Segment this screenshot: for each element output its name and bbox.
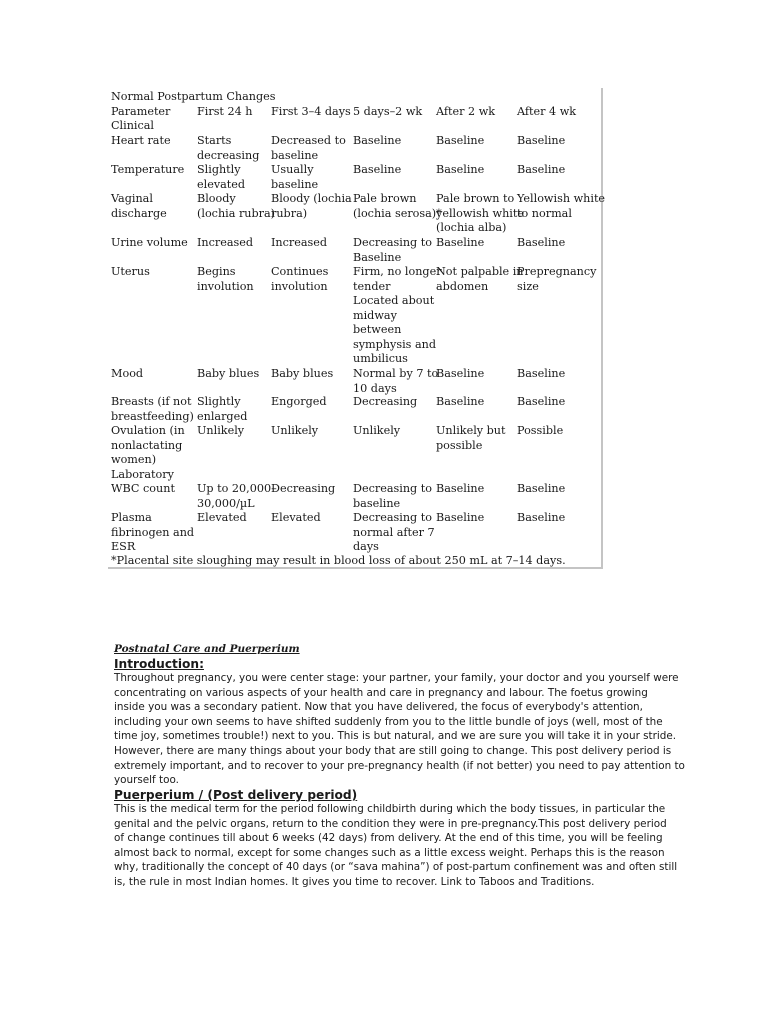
table-cell-plasma-fibrinogen: Plasma [111,511,152,524]
table-cell-temperature: Temperature [111,163,185,176]
paragraph-line: time joy, sometimes trouble!) next to you. This is but natural, and we are sure you will take it in your stride. [114,730,677,743]
table-cell-uterus: Not palpable in [436,265,524,278]
section-title: Postnatal Care and Puerperium [114,643,300,655]
table-cell-plasma-fibrinogen: Baseline [436,511,485,524]
table-cell-wbc-count: Decreasing to [353,482,432,495]
table-cell-ovulation: Ovulation (in [111,424,185,437]
table-cell-vaginal-discharge: yellowish white [436,206,524,220]
table-cell-urine-volume: Increased [271,236,328,249]
intro-heading: Introduction: [114,657,204,671]
table-cell-uterus: between [353,323,402,336]
table-cell-vaginal-discharge: to normal [517,206,572,220]
table-cell-breasts: Slightly [197,395,241,408]
table-cell-wbc-count: baseline [353,496,401,510]
table-cell-wbc-count: Baseline [517,482,566,495]
table-cell-uterus: involution [197,279,254,293]
table-cell-heart-rate: Decreased to [271,134,346,147]
laboratory-section-label: Laboratory [111,468,174,481]
table-cell-plasma-fibrinogen: Baseline [517,511,566,524]
table-cell-plasma-fibrinogen: Elevated [271,511,321,524]
table-cell-mood: Normal by 7 to [353,367,439,380]
table-cell-uterus: Firm, no longer [353,265,442,278]
table-cell-vaginal-discharge: Vaginal [111,192,153,205]
table-cell-uterus: Located about [353,294,435,307]
paragraph-line: concentrating on various aspects of your health and care in pregnancy and labour. The foetus growing [114,686,648,699]
table-cell-urine-volume: Baseline [517,236,566,249]
puerperium-heading: Puerperium / (Post delivery period) [114,788,358,802]
header-cell: 5 days–2 wk [353,105,423,118]
paragraph-line: genital and the pelvic organs, return to the condition they were in pre-pregnancy.This post delivery period [114,817,667,830]
table-cell-urine-volume: Decreasing to [353,236,432,249]
table-cell-ovulation: Unlikely [353,424,401,437]
table-cell-uterus: symphysis and [353,337,437,351]
table-cell-mood: Baseline [517,367,566,380]
table-cell-mood: Mood [111,367,144,380]
table-cell-uterus: umbilicus [353,352,408,365]
table-cell-vaginal-discharge: Bloody (lochia [271,192,352,205]
header-cell: After 4 wk [517,105,577,118]
postpartum-changes-table [108,88,606,569]
table-cell-uterus: abdomen [436,279,489,293]
table-cell-heart-rate: Heart rate [111,134,171,147]
paragraph-line: of change continues till about 6 weeks (42 days) from delivery. At the end of this time, you will be feeling [114,832,663,845]
table-cell-breasts: Breasts (if not [111,395,192,408]
table-cell-heart-rate: decreasing [197,148,260,162]
table-cell-vaginal-discharge: Yellowish white [517,192,606,205]
intro-paragraph [114,671,685,788]
table-cell-vaginal-discharge: Bloody [197,192,236,205]
table-cell-mood: 10 days [353,381,397,395]
table-cell-uterus: tender [353,279,391,293]
paragraph-line: including your own seems to have shifted suddenly from you to the little bundle of joys (well, most of the [114,715,663,728]
table-cell-mood: Baby blues [197,367,260,380]
table-cell-plasma-fibrinogen: days [353,540,379,553]
table-cell-wbc-count: WBC count [111,482,175,495]
header-cell: Parameter [111,105,171,118]
table-cell-breasts: breastfeeding) [111,409,194,423]
clinical-section-label: Clinical [111,119,155,132]
header-cell: First 3–4 days [271,105,351,118]
table-cell-plasma-fibrinogen: fibrinogen and [111,525,195,539]
paragraph-line: inside you was a secondary patient. Now that you have delivered, the focus of everybody's attention, [114,701,643,714]
table-cell-wbc-count: Up to 20,000– [197,482,277,495]
table-cell-heart-rate: baseline [271,148,319,162]
table-cell-breasts: Baseline [517,395,566,408]
table-cell-ovulation: Possible [517,424,564,437]
puerperium-paragraph [114,802,678,890]
table-cell-mood: Baseline [436,367,485,380]
paragraph-line: yourself too. [114,774,179,787]
table-cell-ovulation: Unlikely [197,424,245,437]
table-cell-urine-volume: Increased [197,236,254,249]
table-cell-temperature: Slightly [197,163,241,176]
table-cell-temperature: baseline [271,177,319,191]
table-cell-ovulation: Unlikely but [436,424,506,437]
paragraph-line: extremely important, and to recover to your pre-pregnancy health (if not better) you need to pay attention to [114,759,685,772]
table-cell-breasts: Engorged [271,395,327,408]
paragraph-line: However, there are many things about your body that are still going to change. This post delivery period is [114,744,672,757]
table-cell-vaginal-discharge: (lochia alba) [436,221,507,234]
paragraph-line: is, the rule in most Indian homes. It gives you time to recover. Link to Taboos and Traditions. [114,875,595,888]
table-cell-ovulation: nonlactating [111,438,183,452]
table-cell-vaginal-discharge: (lochia serosa)* [353,206,442,220]
table-cell-ovulation: Unlikely [271,424,319,437]
table-cell-heart-rate: Baseline [517,134,566,147]
table-cell-breasts: Decreasing [353,395,418,408]
header-cell: First 24 h [197,105,253,118]
table-cell-breasts: Baseline [436,395,485,408]
paragraph-line: almost back to normal, except for some changes such as a little excess weight. Perhaps this is the reason [114,846,665,859]
table-cell-ovulation: women) [111,453,157,466]
table-footnote: *Placental site sloughing may result in blood loss of about 250 mL at 7–14 days. [111,554,566,567]
table-cell-ovulation: possible [436,438,483,452]
table-cell-urine-volume: Baseline [436,236,485,249]
table-cell-temperature: Usually [271,163,314,176]
table-cell-temperature: Baseline [517,163,566,176]
table-cell-urine-volume: Urine volume [111,236,188,249]
table-cell-vaginal-discharge: Pale brown to [436,192,515,205]
table-cell-uterus: Prepregnancy [517,265,597,278]
table-cell-vaginal-discharge: Pale brown [353,192,417,205]
table-title: Normal Postpartum Changes [111,90,276,103]
table-cell-uterus: Uterus [111,265,150,278]
table-cell-uterus: involution [271,279,328,293]
table-cell-heart-rate: Baseline [353,134,402,147]
table-cell-plasma-fibrinogen: ESR [111,540,136,553]
table-cell-wbc-count: Baseline [436,482,485,495]
table-cell-uterus: size [517,279,539,293]
table-cell-wbc-count: 30,000/µL [197,496,255,510]
table-cell-temperature: elevated [197,177,246,191]
table-cell-temperature: Baseline [353,163,402,176]
table-cell-temperature: Baseline [436,163,485,176]
table-cell-plasma-fibrinogen: normal after 7 [353,525,435,539]
header-cell: After 2 wk [436,105,496,118]
table-cell-breasts: enlarged [197,409,248,423]
table-cell-vaginal-discharge: (lochia rubra) [197,206,276,220]
table-cell-urine-volume: Baseline [353,250,402,264]
table-cell-vaginal-discharge: rubra) [271,206,308,220]
table-cell-wbc-count: Decreasing [271,482,336,495]
table-cell-heart-rate: Baseline [436,134,485,147]
table-cell-mood: Baby blues [271,367,334,380]
table-cell-plasma-fibrinogen: Elevated [197,511,247,524]
paragraph-line: This is the medical term for the period following childbirth during which the body tissues, in particular the [114,803,666,815]
paragraph-line: Throughout pregnancy, you were center stage: your partner, your family, your doctor and you yourself were [114,672,679,684]
table-cell-vaginal-discharge: discharge [111,206,167,220]
table-cell-uterus: Begins [197,265,236,278]
table-cell-heart-rate: Starts [197,134,232,147]
table-cell-plasma-fibrinogen: Decreasing to [353,511,432,524]
table-cell-uterus: Continues [271,265,329,278]
paragraph-line: why, traditionally the concept of 40 days (or “sava mahina”) of post-partum confinement was and often still [114,861,678,874]
table-cell-uterus: midway [353,308,397,322]
